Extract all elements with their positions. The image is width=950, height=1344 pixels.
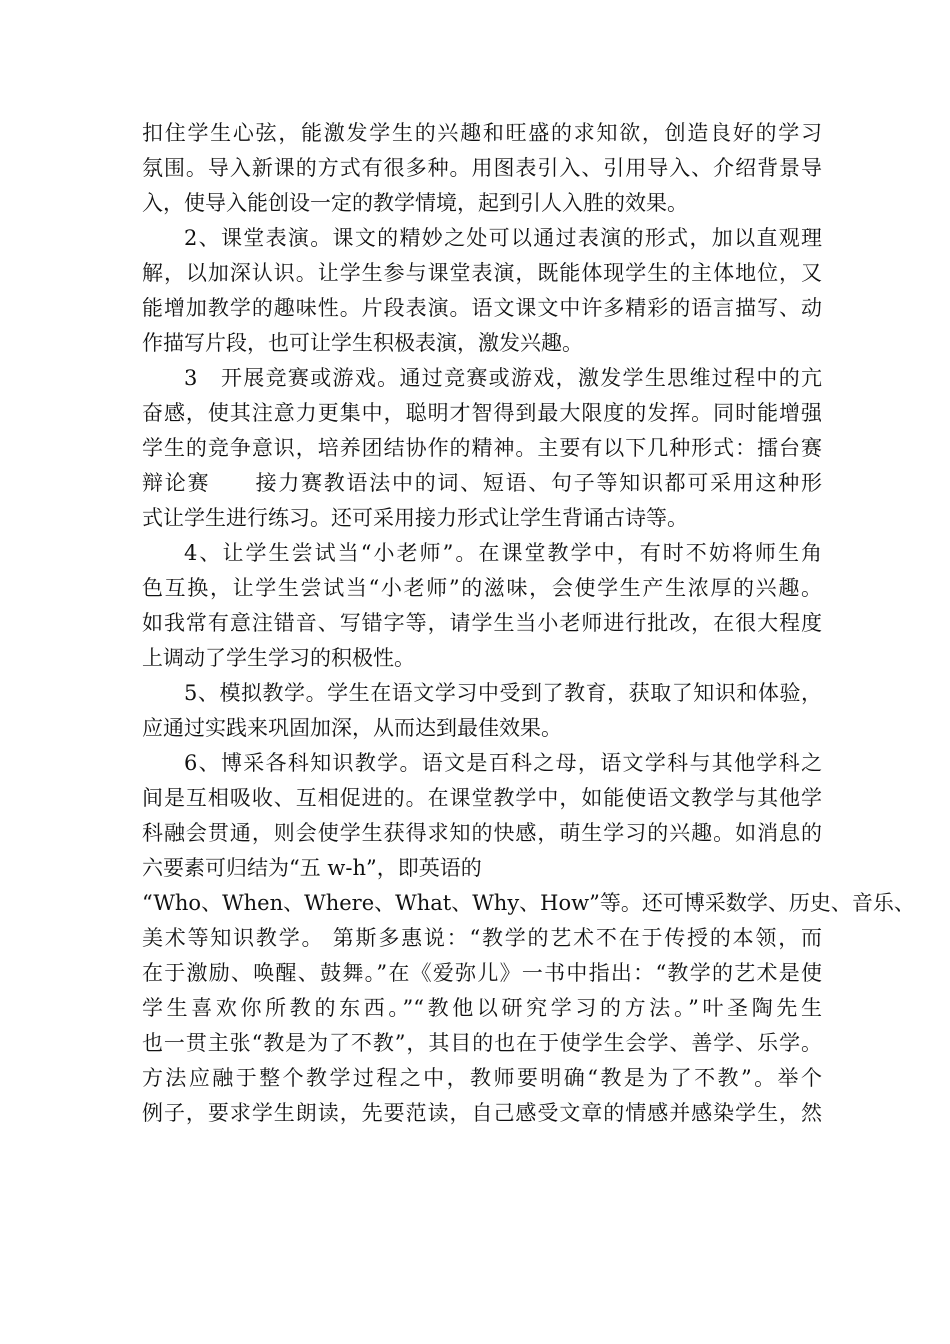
paragraph <box>142 676 822 746</box>
text-line: “Who、When、Where、What、Why、How”等。还可博采数学、历史、音乐、 <box>142 891 915 915</box>
text-line: 入，使导入能创设一定的教学情境，起到引人入胜的效果。 <box>142 191 688 215</box>
text-line: 科融会贯通，则会使学生获得求知的快感，萌生学习的兴趣。如消息的 <box>142 821 822 845</box>
text-line: 氛围。导入新课的方式有很多种。用图表引入、引用导入、介绍背景导 <box>142 156 822 180</box>
text-line: 色互换，让学生尝试当“小老师”的滋味，会使学生产生浓厚的兴趣。 <box>142 576 822 600</box>
paragraph <box>142 746 915 1131</box>
paragraph <box>142 536 822 676</box>
paragraph <box>142 116 822 221</box>
text-line: 六要素可归结为“五 w-h”，即英语的 <box>142 856 482 880</box>
text-line: 美术等知识教学。 第斯多惠说：“教学的艺术不在于传授的本领，而 <box>142 926 822 950</box>
text-line: 奋感，使其注意力更集中，聪明才智得到最大限度的发挥。同时能增强 <box>142 401 822 425</box>
text-line: 5、模拟教学。学生在语文学习中受到了教育，获取了知识和体验， <box>184 681 822 705</box>
text-line: 在于激励、唤醒、鼓舞。”在《爱弥儿》一书中指出：“教学的艺术是使 <box>142 961 822 985</box>
paragraph <box>142 221 822 361</box>
text-line: 应通过实践来巩固加深，从而达到最佳效果。 <box>142 716 562 740</box>
text-line: 3 开展竞赛或游戏。通过竞赛或游戏，激发学生思维过程中的亢 <box>184 366 822 390</box>
text-line: 解，以加深认识。让学生参与课堂表演，既能体现学生的主体地位，又 <box>142 261 822 285</box>
text-line: 4、让学生尝试当“小老师”。在课堂教学中，有时不妨将师生角 <box>184 541 822 565</box>
text-line: 间是互相吸收、互相促进的。在课堂教学中，如能使语文教学与其他学 <box>142 786 822 810</box>
text-line: 方法应融于整个教学过程之中，教师要明确“教是为了不教”。举个 <box>142 1066 822 1090</box>
text-line: 能增加教学的趣味性。片段表演。语文课文中许多精彩的语言描写、动 <box>142 296 822 320</box>
text-line: 作描写片段，也可让学生积极表演，激发兴趣。 <box>142 331 583 355</box>
text-line: 6、博采各科知识教学。语文是百科之母，语文学科与其他学科之 <box>184 751 822 775</box>
text-line: 学生喜欢你所教的东西。”“教他以研究学习的方法。”叶圣陶先生 <box>142 996 822 1020</box>
paragraph <box>142 361 822 536</box>
text-line: 2、课堂表演。课文的精妙之处可以通过表演的形式，加以直观理 <box>184 226 822 250</box>
text-line: 也一贯主张“教是为了不教”，其目的也在于使学生会学、善学、乐学。 <box>142 1031 822 1055</box>
document-body <box>142 116 915 1131</box>
text-line: 学生的竞争意识，培养团结协作的精神。主要有以下几种形式：擂台赛 <box>142 436 822 460</box>
text-line: 式让学生进行练习。还可采用接力形式让学生背诵古诗等。 <box>142 506 688 530</box>
text-line: 例子，要求学生朗读，先要范读，自己感受文章的情感并感染学生，然 <box>142 1101 822 1125</box>
text-line: 上调动了学生学习的积极性。 <box>142 646 415 670</box>
text-line: 扣住学生心弦，能激发学生的兴趣和旺盛的求知欲，创造良好的学习 <box>142 121 822 145</box>
text-line: 辩论赛 接力赛教语法中的词、短语、句子等知识都可采用这种形 <box>142 471 822 495</box>
text-line: 如我常有意注错音、写错字等，请学生当小老师进行批改，在很大程度 <box>142 611 822 635</box>
